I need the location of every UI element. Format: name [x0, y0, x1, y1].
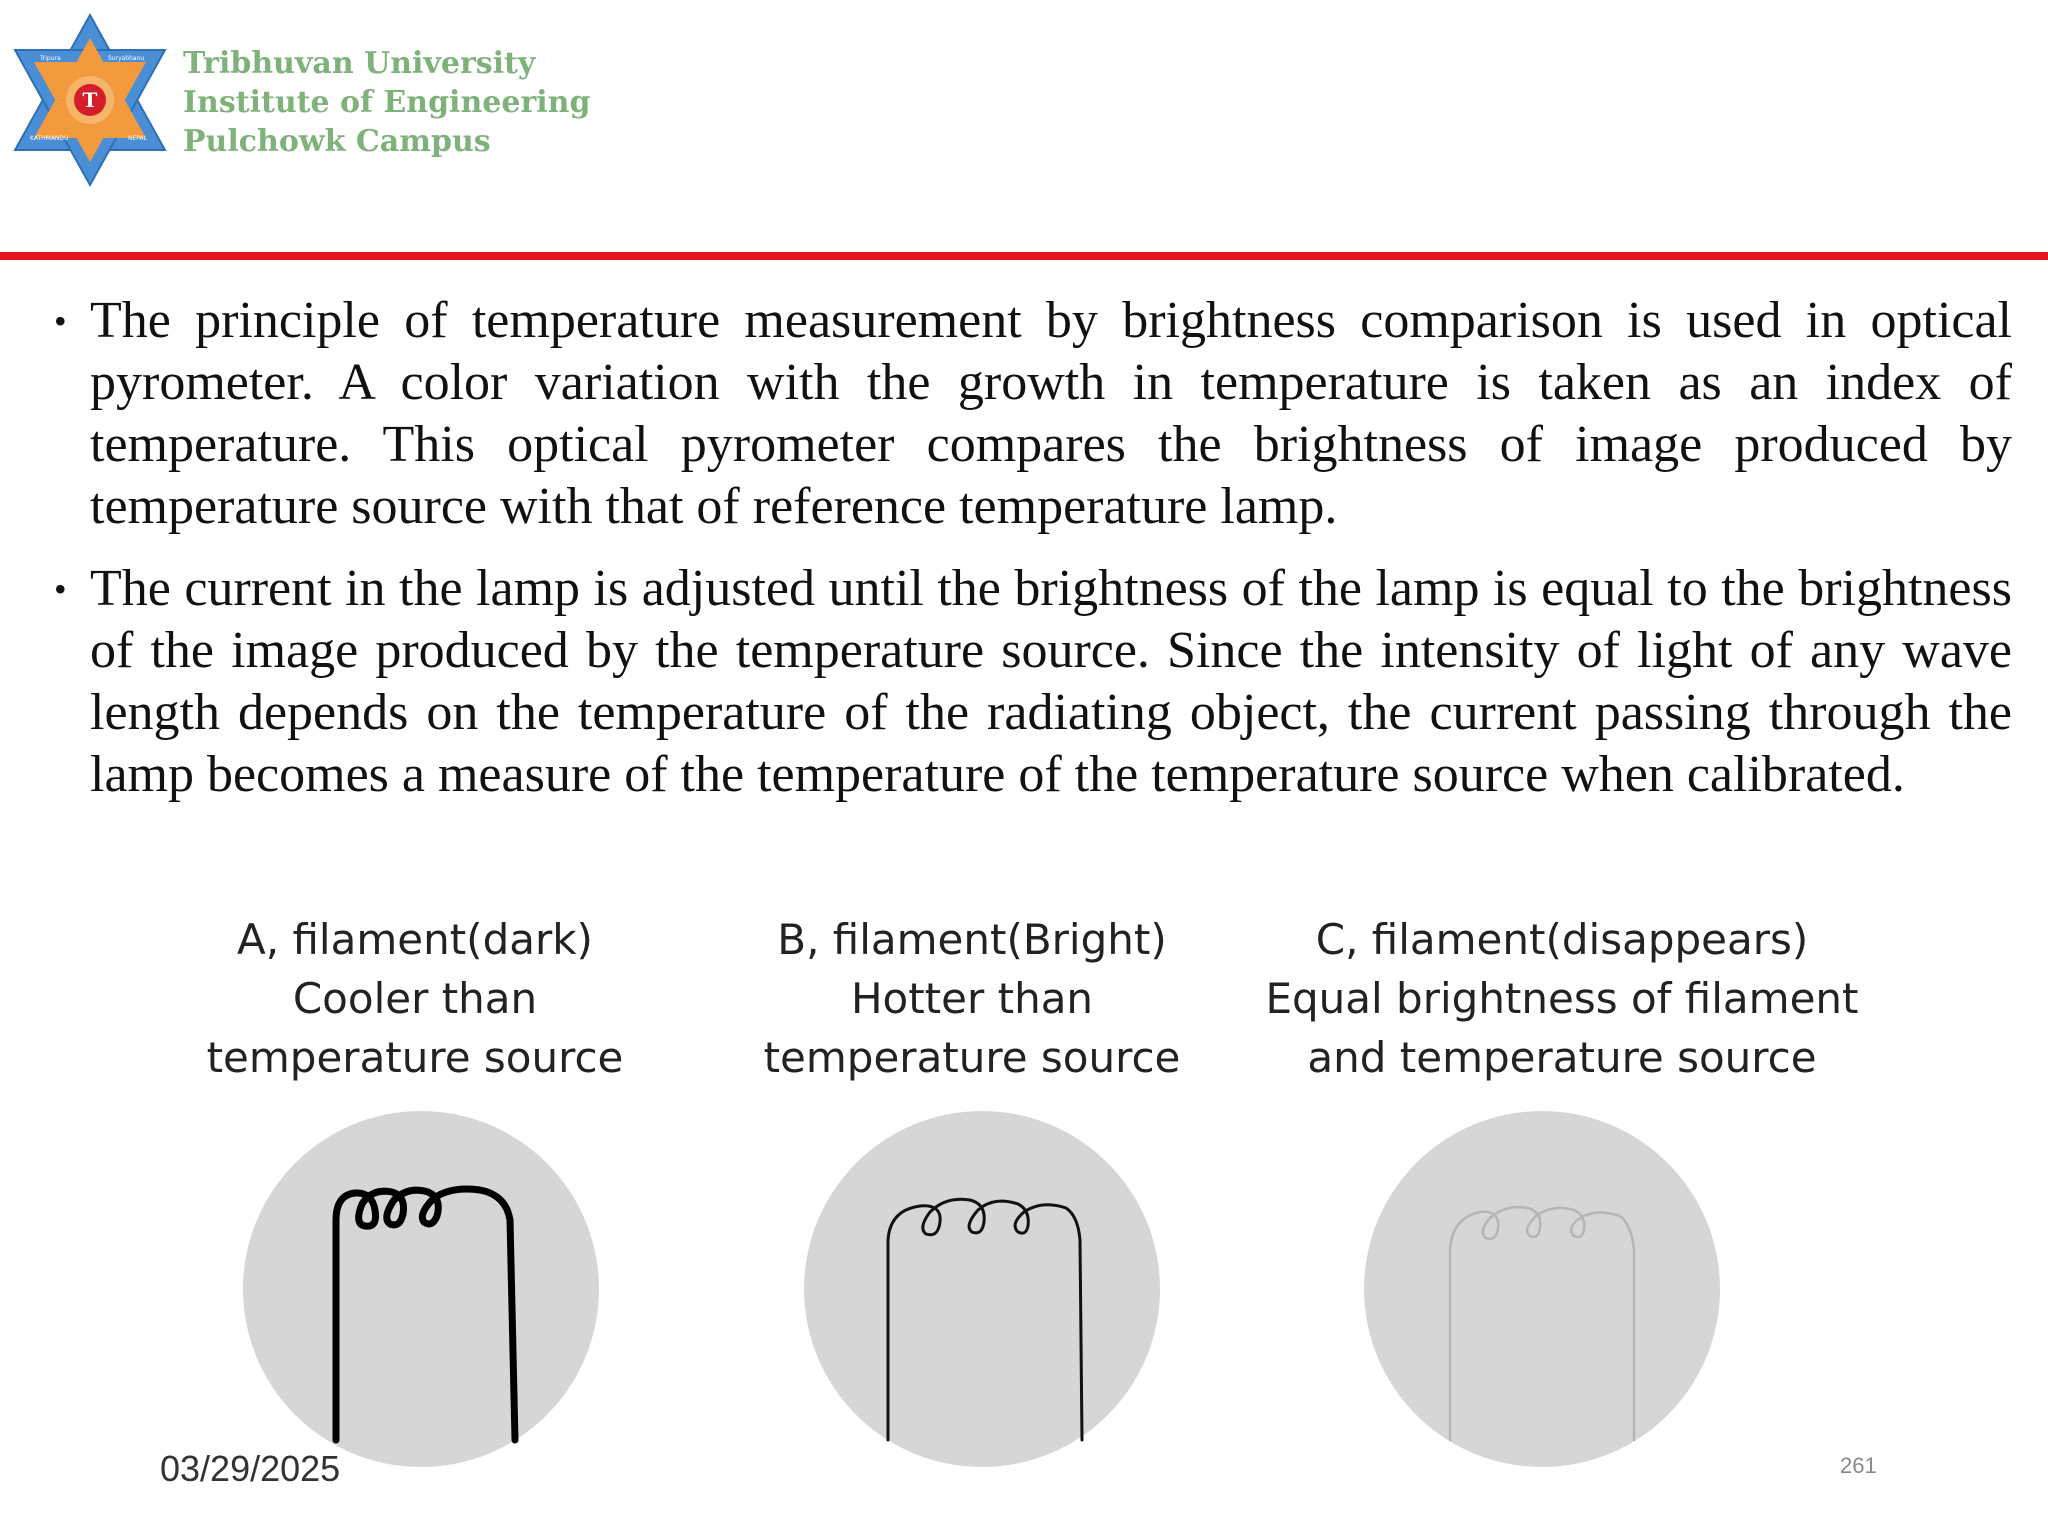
view-disc-b	[804, 1111, 1160, 1467]
svg-text:T: T	[82, 88, 98, 112]
logo-text-top-right: Suryabhanu	[108, 55, 145, 62]
header-divider	[0, 252, 2048, 260]
panel-a-view	[243, 1111, 599, 1467]
panel-b-view	[804, 1111, 1160, 1467]
caption-b-line-1: B, filament(Bright)	[777, 915, 1167, 964]
bullet-item	[52, 558, 2012, 806]
filament-comparison-figure	[230, 1100, 1760, 1480]
tribhuvan-university-emblem-icon	[10, 10, 170, 190]
caption-b-line-2: Hotter than	[850, 974, 1094, 1023]
logo-text-bottom-right: NEPAL	[128, 135, 147, 142]
bullet-dot-icon: •	[54, 569, 67, 609]
figure-caption-a	[105, 910, 725, 1087]
caption-c-line-3: and temperature source	[1307, 1033, 1817, 1082]
view-disc-a	[243, 1111, 599, 1467]
view-disc-c	[1364, 1111, 1720, 1467]
logo-text-bottom-left: KATHMANDU	[30, 135, 69, 142]
caption-a-line-1: A, filament(dark)	[237, 915, 593, 964]
institution-line-university: Tribhuvan University	[183, 46, 536, 81]
bullet-item	[52, 290, 2012, 538]
caption-b-line-3: temperature source	[763, 1033, 1181, 1082]
bullet-text-current: The current in the lamp is adjusted until the brightness of the lamp is equal to the brightness of the image produced by the temperature source. Since the intensity of light of any wave length depends on the temperature of the radiating object, the current passing through the lamp becomes a measure of the temperature of the temperature source when calibrated.	[90, 560, 2012, 803]
institution-line-campus: Pulchowk Campus	[183, 124, 491, 159]
figure-caption-c	[1252, 910, 1872, 1087]
bullet-dot-icon: •	[54, 301, 67, 341]
bullet-text-principle: The principle of temperature measurement by brightness comparison is used in optical pyrometer. A color variation with the growth in temperature is taken as an index of temperature. This optical pyrometer compares the brightness of image produced by temperature source with that of reference temperature lamp.	[90, 292, 2012, 535]
caption-a-line-2: Cooler than	[292, 974, 538, 1023]
slide-page-number: 261	[1840, 1453, 1877, 1478]
caption-c-line-2: Equal brightness of filament	[1265, 974, 1859, 1023]
panel-c-view	[1364, 1111, 1720, 1467]
bullet-list	[52, 290, 2012, 826]
slide-header	[0, 0, 2048, 255]
slide-date: 03/29/2025	[160, 1448, 341, 1489]
caption-c-line-1: C, filament(disappears)	[1315, 915, 1809, 964]
institution-name	[183, 44, 590, 161]
institution-line-institute: Institute of Engineering	[183, 85, 591, 120]
logo-text-top-left: Tripura	[40, 55, 61, 62]
caption-a-line-3: temperature source	[206, 1033, 624, 1082]
figure-caption-b	[662, 910, 1282, 1087]
